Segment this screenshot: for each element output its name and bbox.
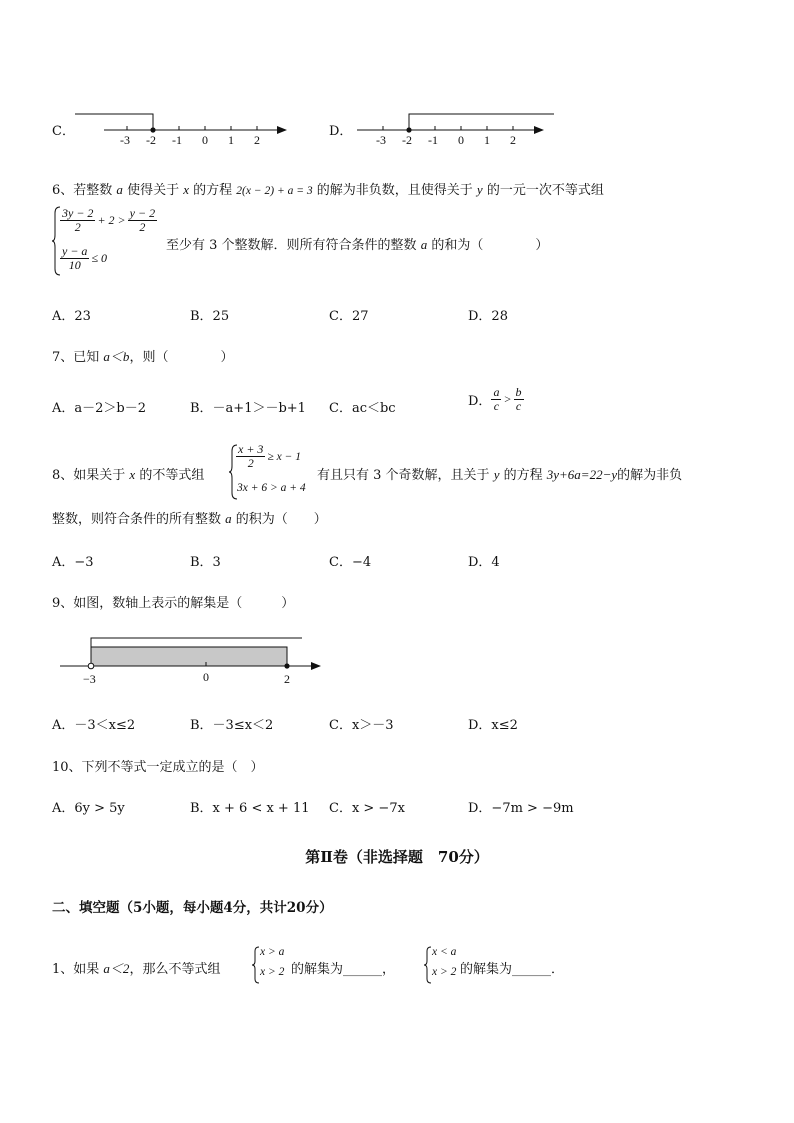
tick-label: -3: [376, 133, 386, 147]
q9-option-d: D．x≤2: [468, 718, 518, 733]
q8-text: 的不等式组: [139, 468, 205, 483]
system-line: x < a: [432, 946, 457, 958]
q6-option-b: B．25: [190, 309, 230, 324]
tick-label: -3: [120, 133, 130, 147]
condition: a＜2: [103, 961, 130, 976]
q6-text: 6、若整数: [52, 183, 113, 198]
q8-text: 的积为（ ）: [235, 512, 327, 527]
tick-label: 0: [458, 133, 464, 147]
var-x: x: [183, 182, 189, 197]
q8-sys-line1: [236, 443, 301, 470]
operator: ≥ x − 1: [267, 450, 301, 463]
fill-q1-text: [52, 958, 220, 977]
q6-text: 的和为（ ）: [431, 238, 549, 253]
fraction: [60, 207, 95, 234]
numerator: b: [515, 385, 522, 399]
part2-title: 第Ⅱ卷（非选择题 70分）: [305, 848, 489, 866]
tick-label: 2: [510, 133, 516, 147]
q5-option-d: [329, 120, 569, 155]
system-b: [424, 946, 464, 984]
q6-stem: [52, 179, 604, 198]
tick-label: -2: [402, 133, 412, 147]
numerator: 3y − 2: [62, 206, 94, 220]
q8-sys-line2: 3x + 6 > a + 4: [237, 482, 306, 494]
q8-text: 有且只有 3 个奇数解，且关于: [317, 468, 490, 483]
q7-stem: [52, 346, 233, 365]
q8-option-a: A．−3: [52, 555, 94, 570]
tick-label: 2: [284, 672, 290, 686]
q8-text: 整数，则符合条件的所有整数: [52, 512, 222, 527]
q6-option-d: D．28: [468, 309, 508, 324]
var-a: a: [116, 182, 123, 197]
q8-inequality-system: [229, 443, 319, 501]
q8-option-c: C．−4: [329, 555, 372, 570]
tick-label: -1: [428, 133, 438, 147]
q7-option-d: [468, 386, 524, 413]
denominator: 10: [68, 258, 81, 272]
number-line: [58, 632, 328, 672]
answer-blank-2: 的解集为______．: [460, 962, 565, 977]
q10-stem: 10、下列不等式一定成立的是（ ）: [52, 760, 264, 775]
option-label: D．: [468, 394, 492, 409]
q8-line2: [52, 508, 327, 527]
q6-option-a: A．23: [52, 309, 91, 324]
q8-option-d: D．4: [468, 555, 500, 570]
option-c-label: C．: [52, 124, 75, 139]
system-line: x > a: [260, 946, 285, 958]
q8-text: 的解为非负: [617, 468, 683, 483]
q7-option-c: C．ac＜bc: [329, 401, 396, 416]
q10-option-c: C．x > −7x: [329, 801, 405, 816]
denominator: c: [515, 399, 522, 413]
q7-text: ，则（ ）: [129, 350, 234, 365]
q7-condition: a＜b: [103, 349, 130, 364]
system-a: [252, 946, 292, 984]
q9-option-b: B．－3≤x＜2: [190, 718, 274, 733]
numerator: y − a: [62, 244, 88, 258]
q-text: 1、如果: [52, 962, 100, 977]
q6-text: 的方程: [193, 183, 233, 198]
tick-label: -2: [146, 133, 156, 147]
q6-sys-line2: [60, 245, 107, 272]
tick-label: -1: [172, 133, 182, 147]
q9-option-c: C．x＞－3: [329, 718, 394, 733]
q9-number-line-figure: [58, 632, 328, 688]
fraction: [514, 386, 524, 413]
fraction: [60, 245, 89, 272]
q6-sys-line1: [60, 207, 157, 234]
q10-option-a: A．6y > 5y: [52, 801, 125, 816]
fraction: [236, 443, 265, 470]
var-y: y: [476, 182, 483, 197]
brace: [252, 946, 260, 984]
tick-label: 0: [202, 133, 208, 147]
operator: + 2 >: [97, 213, 126, 227]
q6-equation: 2(x − 2) + a = 3: [236, 185, 313, 197]
q6-stem-cont: [166, 234, 548, 253]
q8-text: 8、如果关于: [52, 468, 126, 483]
var-a: a: [420, 237, 428, 252]
q7-option-b: B．－a+1＞－b+1: [190, 401, 306, 416]
fill-q1: [52, 946, 752, 986]
q6-text: 的一元一次不等式组: [486, 183, 604, 198]
section-heading: 二、填空题（5小题，每小题4分，共计20分）: [52, 900, 333, 916]
var-a: a: [225, 511, 232, 526]
brace: [424, 946, 432, 984]
q7-text: 7、已知: [52, 350, 100, 365]
q6-text: 至少有 3 个整数解．则所有符合条件的整数: [166, 238, 417, 253]
numerator: a: [493, 385, 500, 399]
numerator: y − 2: [129, 206, 156, 220]
denominator: 2: [247, 456, 254, 470]
var-x: x: [129, 467, 136, 482]
q8-equation: 3y+6a=22−y: [546, 467, 618, 482]
operator: ≤ 0: [91, 251, 108, 265]
denominator: 2: [74, 220, 81, 234]
q10-option-d: D．−7m > −9m: [468, 801, 574, 816]
denominator: 2: [139, 220, 146, 234]
q8-option-b: B．3: [190, 555, 221, 570]
option-d-label: D．: [329, 124, 353, 139]
tick-label: −3: [83, 672, 96, 686]
tick-label: 0: [203, 670, 209, 684]
system-line: x > 2: [432, 966, 457, 978]
tick-label: 1: [484, 133, 490, 147]
tick-label: 1: [228, 133, 234, 147]
q9-stem: 9、如图，数轴上表示的解集是（ ）: [52, 596, 295, 611]
fraction: [128, 207, 157, 234]
q8-stem-cont: [317, 464, 682, 483]
operator: >: [503, 392, 512, 406]
q6-option-c: C．27: [329, 309, 369, 324]
q10-option-b: B．x + 6 < x + 11: [190, 801, 310, 816]
q7-option-a: A．a－2＞b－2: [52, 401, 147, 416]
q8-text: 的方程: [503, 468, 543, 483]
q6-text: 的解为非负数，且使得关于: [316, 183, 473, 198]
system-line: x > 2: [260, 966, 285, 978]
fraction: [491, 386, 501, 413]
q5-option-c: [52, 120, 302, 155]
numerator: x + 3: [238, 442, 264, 456]
denominator: c: [493, 399, 500, 413]
q6-text: 使得关于: [127, 183, 180, 198]
tick-label: 2: [254, 133, 260, 147]
q6-inequality-system: [52, 205, 167, 277]
q9-option-a: A．－3＜x≤2: [52, 718, 136, 733]
q-text: ，那么不等式组: [129, 962, 221, 977]
answer-blank-1: 的解集为______，: [291, 962, 396, 977]
q8-stem: [52, 464, 204, 483]
var-y: y: [493, 467, 500, 482]
